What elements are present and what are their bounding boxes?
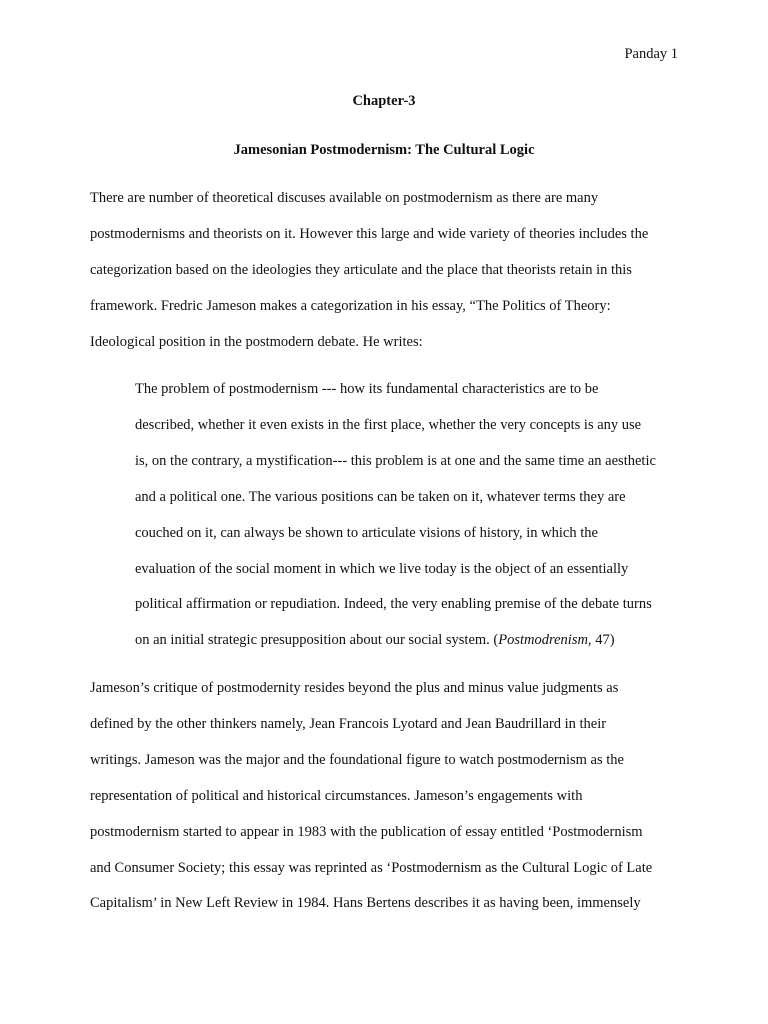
text-line: Ideological position in the postmodern debate. He writes: [90,333,423,350]
paragraph-intro [90,181,685,361]
citation-page: 47) [591,632,615,649]
text-line: categorization based on the ideologies they articulate and the place that theorists retain in this [90,261,632,278]
quote-line: described, whether it even exists in the first place, whether the very concepts is any use [135,416,642,433]
quote-line: and a political one. The various positions can be taken on it, whatever terms they are [135,488,626,505]
chapter-subtitle: Jamesonian Postmodernism: The Cultural Logic [233,142,535,158]
text-line: postmodernism started to appear in 1983 with the publication of essay entitled ‘Postmodernism [90,823,643,840]
citation-title: Postmodrenism, [498,632,592,649]
text-line: postmodernisms and theorists on it. However this large and wide variety of theories includes the [90,225,649,242]
quote-last-line [135,623,685,659]
quote-line: political affirmation or repudiation. Indeed, the very enabling premise of the debate turns [135,596,652,613]
quote-line: couched on it, can always be shown to articulate visions of history, in which the [135,524,598,541]
paragraph-jameson [90,671,685,922]
text-line: Jameson’s critique of postmodernity resides beyond the plus and minus value judgments as [90,680,619,696]
quote-line: The problem of postmodernism --- how its fundamental characteristics are to be [135,381,599,397]
block-quote [135,372,685,659]
quote-last-line-text: on an initial strategic presupposition about our social system. ( [135,632,499,649]
text-line: and Consumer Society; this essay was reprinted as ‘Postmodernism as the Cultural Logic of Late [90,859,653,876]
quote-line: evaluation of the social moment in which we live today is the object of an essentially [135,560,629,577]
text-line: writings. Jameson was the major and the foundational figure to watch postmodernism as the [90,751,624,768]
chapter-heading: Chapter-3 [352,93,416,109]
text-line: There are number of theoretical discuses available on postmodernism as there are many [90,190,599,206]
quote-line: is, on the contrary, a mystification--- this problem is at one and the same time an aesthetic [135,452,656,469]
text-line: defined by the other thinkers namely, Jean Francois Lyotard and Jean Baudrillard in their [90,715,607,732]
text-line: framework. Fredric Jameson makes a categorization in his essay, “The Politics of Theory: [90,297,611,314]
text-line: representation of political and historical circumstances. Jameson’s engagements with [90,787,583,804]
page-header: Panday 1 [624,46,678,62]
text-line: Capitalism’ in New Left Review in 1984. Hans Bertens describes it as having been, immensely [90,895,641,912]
